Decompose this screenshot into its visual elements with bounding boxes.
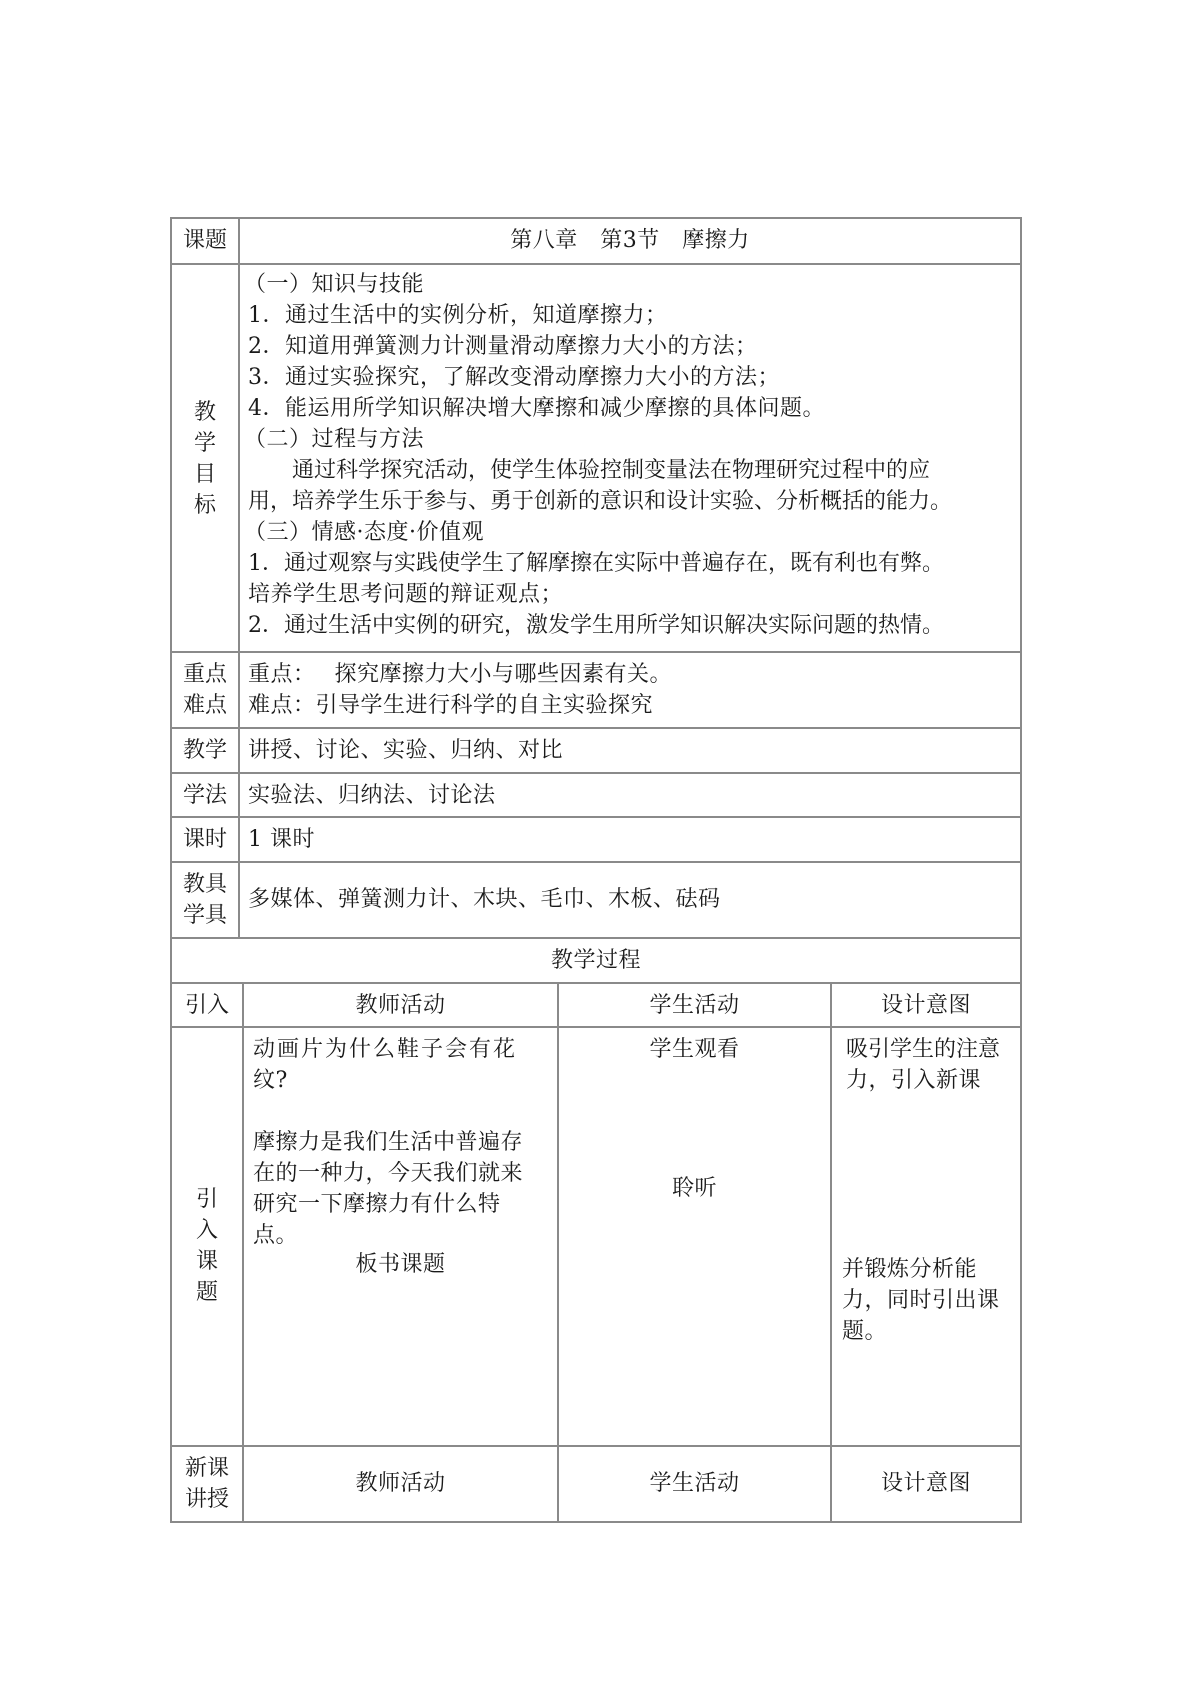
- keypoints-label-line: 重点: [182, 662, 227, 687]
- topic-label-cell: [170, 217, 240, 265]
- new-lesson-stage-line: 新课: [184, 1456, 229, 1481]
- objectives-section1-item: 3．通过实验探究，了解改变滑动摩擦力大小的方法；: [248, 365, 780, 390]
- teacher-board-title: 板书课题: [355, 1252, 446, 1277]
- keypoints-content-cell: [238, 651, 1022, 729]
- hours-value: 1 课时: [248, 827, 315, 852]
- intro-stage-cell: [170, 1026, 244, 1447]
- objectives-content-cell: [238, 263, 1022, 653]
- objectives-label-char: 目: [193, 462, 216, 487]
- teacher-explain-line: 点。: [253, 1223, 299, 1248]
- intro-stage-header-cell: [170, 982, 244, 1028]
- keypoint-line: 重点： 探究摩擦力大小与哪些因素有关。: [248, 662, 672, 687]
- teaching-label: 教学: [182, 738, 227, 763]
- objectives-section1-title: （一）知识与技能: [244, 272, 425, 297]
- intro-stage-char: 入: [195, 1218, 218, 1243]
- intro-stage-char: 课: [195, 1249, 218, 1274]
- objectives-label-char: 标: [193, 493, 216, 518]
- intent-line: 并锻炼分析能: [842, 1257, 978, 1282]
- new-lesson-stage-cell: [170, 1445, 244, 1523]
- teacher-activity-header-cell: [242, 982, 559, 1028]
- keypoints-label-cell: [170, 651, 240, 729]
- hours-label-cell: [170, 816, 240, 863]
- keypoints-label-line: 难点: [182, 693, 227, 718]
- objectives-label-char: 教: [193, 400, 216, 425]
- tools-label-cell: [170, 861, 240, 939]
- study-label-cell: [170, 772, 240, 818]
- student-activity-header-cell: [557, 982, 832, 1028]
- intro-stage-char: 题: [195, 1280, 218, 1305]
- teacher-explain-line: 在的一种力，今天我们就来: [253, 1161, 524, 1186]
- design-intent-header: 设计意图: [880, 993, 971, 1018]
- tools-value: 多媒体、弹簧测力计、木块、毛巾、木板、砝码: [248, 887, 721, 912]
- new-lesson-intent-header: 设计意图: [880, 1471, 971, 1496]
- new-lesson-teacher-header-cell: [242, 1445, 559, 1523]
- objectives-label-cell: [170, 263, 240, 653]
- study-label: 学法: [182, 783, 227, 808]
- objectives-section3-line: 1．通过观察与实践使学生了解摩擦在实际中普遍存在，既有利也有弊。: [248, 551, 944, 576]
- teacher-activity-header: 教师活动: [355, 993, 446, 1018]
- intro-student-cell: [557, 1026, 832, 1447]
- study-value-cell: [238, 772, 1022, 818]
- hours-label: 课时: [182, 827, 227, 852]
- intro-stage-char: 引: [195, 1187, 218, 1212]
- new-lesson-intent-header-cell: [830, 1445, 1022, 1523]
- teacher-explain-line: 研究一下摩擦力有什么特: [253, 1192, 501, 1217]
- difficulty-line: 难点：引导学生进行科学的自主实验探究: [248, 693, 654, 718]
- objectives-section1-item: 1．通过生活中的实例分析，知道摩擦力；: [248, 303, 668, 328]
- intent-line: 吸引学生的注意: [846, 1037, 1001, 1062]
- hours-value-cell: [238, 816, 1022, 863]
- intent-line: 题。: [842, 1319, 888, 1344]
- topic-value-cell: [238, 217, 1022, 265]
- teaching-value-cell: [238, 727, 1022, 774]
- intro-stage-header: 引入: [184, 993, 229, 1018]
- process-title-cell: [170, 937, 1022, 984]
- topic-label: 课题: [182, 228, 227, 253]
- study-value: 实验法、归纳法、讨论法: [248, 783, 496, 808]
- objectives-section2-title: （二）过程与方法: [244, 427, 425, 452]
- process-title: 教学过程: [550, 948, 641, 973]
- tools-value-cell: [238, 861, 1022, 939]
- objectives-section3-title: （三）情感·态度·价值观: [244, 520, 484, 545]
- new-lesson-student-header: 学生活动: [649, 1471, 740, 1496]
- new-lesson-stage-line: 讲授: [184, 1487, 229, 1512]
- teacher-question-line: 纹?: [253, 1068, 288, 1093]
- new-lesson-student-header-cell: [557, 1445, 832, 1523]
- intent-line: 力，引入新课: [846, 1068, 982, 1093]
- tools-label-line: 学具: [182, 903, 227, 928]
- tools-label-line: 教具: [182, 872, 227, 897]
- objectives-section1-item: 4．能运用所学知识解决增大摩擦和减少摩擦的具体问题。: [248, 396, 825, 421]
- new-lesson-teacher-header: 教师活动: [355, 1471, 446, 1496]
- objectives-section1-item: 2．知道用弹簧测力计测量滑动摩擦力大小的方法；: [248, 334, 758, 359]
- design-intent-header-cell: [830, 982, 1022, 1028]
- objectives-label-char: 学: [193, 431, 216, 456]
- objectives-section2-line: 通过科学探究活动，使学生体验控制变量法在物理研究过程中的应: [248, 458, 931, 483]
- intent-line: 力，同时引出课: [842, 1288, 1000, 1313]
- objectives-section2-line: 用，培养学生乐于参与、勇于创新的意识和设计实验、分析概括的能力。: [248, 489, 953, 514]
- student-activity-header: 学生活动: [649, 993, 740, 1018]
- student-watch: 学生观看: [649, 1037, 740, 1062]
- lesson-title: 第八章 第3节 摩擦力: [510, 228, 750, 253]
- intro-teacher-cell: [242, 1026, 559, 1447]
- teacher-question-line: 动画片为什么鞋子会有花: [253, 1037, 518, 1062]
- teaching-label-cell: [170, 727, 240, 774]
- objectives-section3-line: 培养学生思考问题的辩证观点；: [248, 582, 564, 607]
- objectives-section3-line: 2．通过生活中实例的研究，激发学生用所学知识解决实际问题的热情。: [248, 613, 944, 638]
- student-listen: 聆听: [671, 1176, 717, 1201]
- teacher-explain-line: 摩擦力是我们生活中普遍存: [253, 1130, 524, 1155]
- intro-intent-cell: [830, 1026, 1022, 1447]
- teaching-value: 讲授、讨论、实验、归纳、对比: [248, 738, 564, 763]
